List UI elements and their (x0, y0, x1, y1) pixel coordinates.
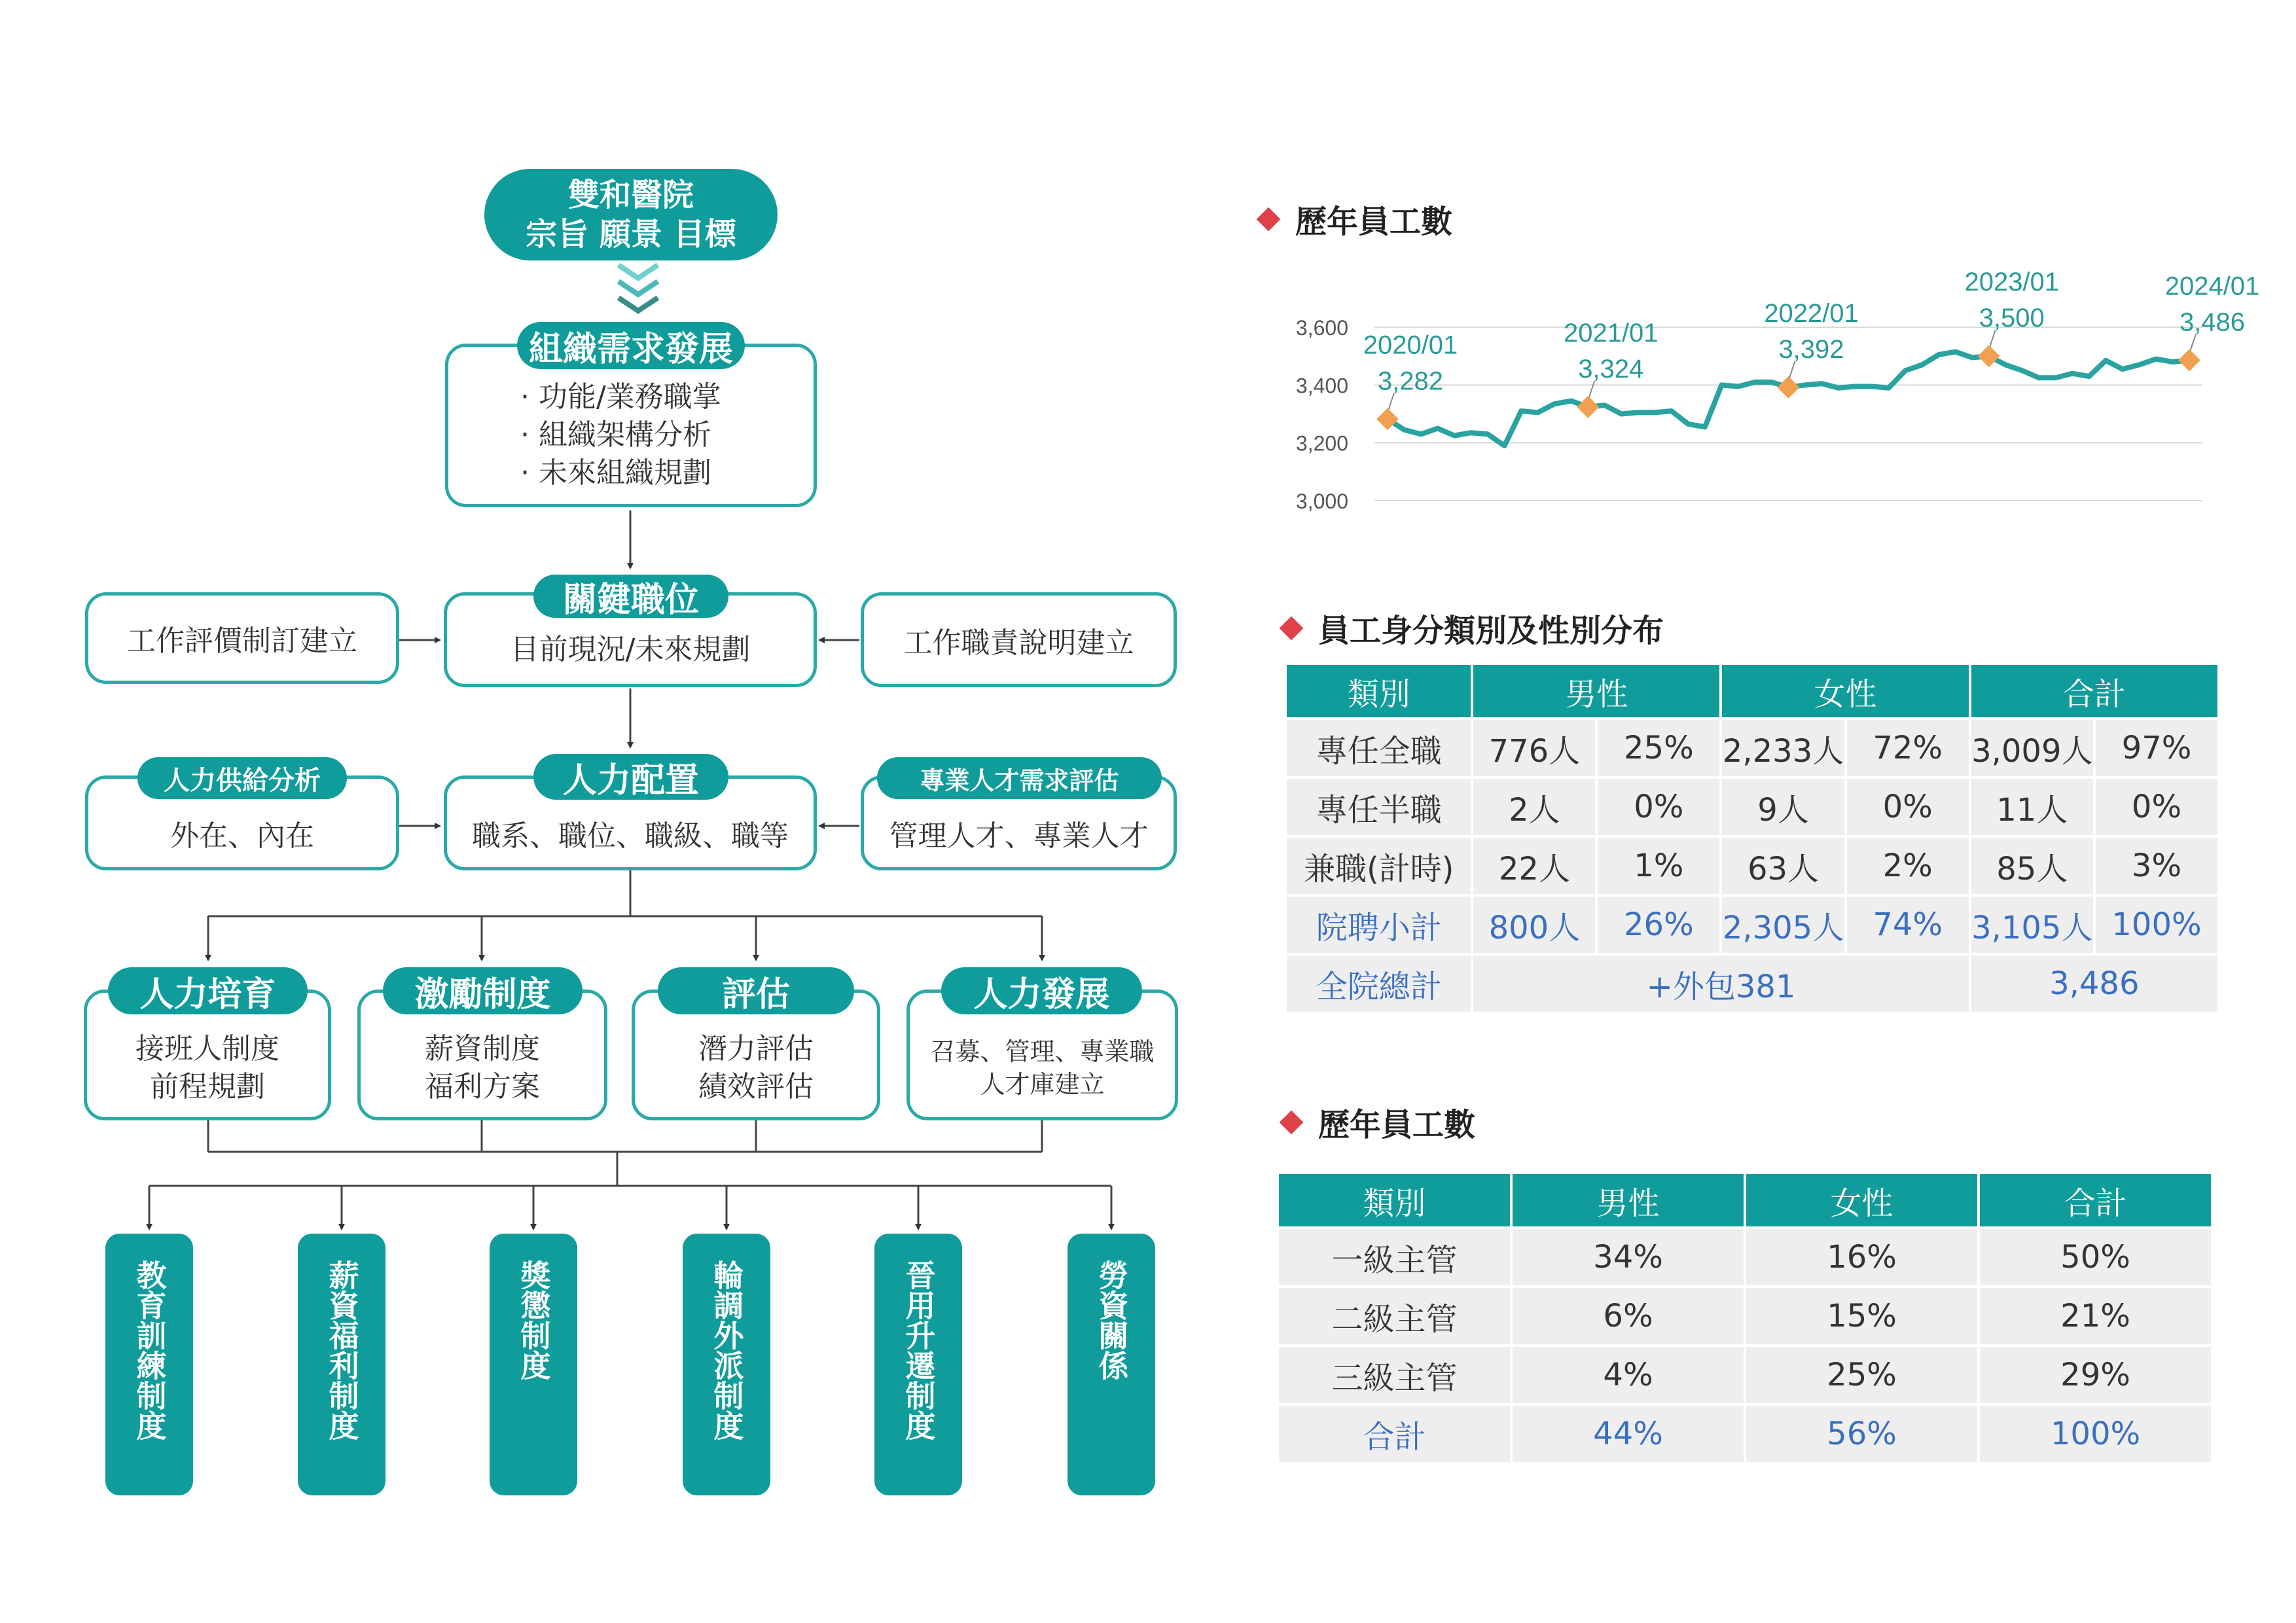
header-male: 男性 (1513, 1174, 1744, 1226)
org-needs-item: · 組織架構分析 (520, 418, 711, 452)
cell: 63人 (1722, 838, 1844, 894)
hospital-name: 雙和醫院 (567, 177, 694, 213)
header-category: 類別 (1279, 1174, 1510, 1226)
header-male: 男性 (1473, 665, 1719, 717)
cell: 100% (1980, 1406, 2211, 1462)
mission-vision-goal-node (484, 169, 778, 260)
cell: 100% (2096, 897, 2217, 953)
annotation-date: 2023/01 (1964, 268, 2060, 297)
supervisor-table (1276, 1171, 2214, 1465)
system-promotion: 晉用升遷制度 (874, 1234, 962, 1495)
annotation-date: 2021/01 (1563, 318, 1659, 348)
cell: 0% (1847, 779, 1969, 835)
annotation-date: 2022/01 (1764, 298, 1859, 328)
section-title-staff-distribution (1283, 605, 1664, 651)
y-tick-label: 3,400 (1295, 374, 1348, 398)
system-rotation: 輪調外派制度 (683, 1234, 770, 1495)
header-total: 合計 (1971, 665, 2217, 717)
cell: 25% (1598, 720, 1719, 776)
row-label: 一級主管 (1279, 1229, 1510, 1285)
cell: 25% (1746, 1347, 1977, 1403)
cell: 3% (2096, 838, 2217, 894)
cell: 56% (1746, 1406, 1977, 1462)
header-female: 女性 (1746, 1174, 1977, 1226)
branch-line: 績效評估 (698, 1070, 814, 1103)
cell: 34% (1513, 1229, 1744, 1285)
annotation-marker (1978, 345, 2000, 367)
cell: 74% (1847, 897, 1969, 953)
supply-analysis-text: 外在、內在 (170, 819, 314, 853)
cell: 15% (1746, 1288, 1977, 1344)
table-row (1287, 720, 2217, 776)
subtotal-row (1287, 897, 2217, 953)
cell: 2人 (1473, 779, 1595, 835)
headcount-series-line (1388, 352, 2189, 446)
job-description-label: 工作職責說明建立 (903, 626, 1134, 660)
section-title-text: 員工身分類別及性別分布 (1318, 613, 1664, 649)
diamond-bullet-icon (1280, 616, 1304, 640)
talent-need-text: 管理人才、專業人才 (889, 819, 1149, 853)
key-position-text: 目前現況/未來規劃 (510, 632, 751, 666)
table-row (1287, 838, 2217, 894)
annotation-date: 2020/01 (1363, 330, 1458, 360)
annotation-marker (2178, 349, 2200, 371)
job-description-box (861, 592, 1177, 687)
table-row (1279, 1347, 2211, 1403)
branch-line: 人才庫建立 (980, 1070, 1105, 1099)
row-label: 專任半職 (1287, 779, 1471, 835)
cell: 0% (1598, 779, 1719, 835)
annotation-marker (1778, 376, 1800, 399)
outsourced-cell: +外包381 (1473, 955, 1968, 1012)
branch-line: 接班人制度 (135, 1032, 279, 1065)
header-female: 女性 (1722, 665, 1968, 717)
diamond-bullet-icon (1257, 207, 1281, 231)
table-row (1279, 1229, 2211, 1285)
branch-tag-development: 人力培育 (108, 967, 308, 1014)
row-label: 合計 (1279, 1406, 1510, 1462)
cell: 21% (1980, 1288, 2211, 1344)
cell: 97% (2096, 720, 2217, 776)
cell: 44% (1513, 1406, 1744, 1462)
cell: 1% (1598, 838, 1719, 894)
grand-total-row (1287, 955, 2217, 1012)
cell: 3,105人 (1971, 897, 2093, 953)
mission-vision-goal-label: 宗旨 願景 目標 (526, 216, 736, 253)
key-position-tag: 關鍵職位 (533, 575, 728, 618)
allocation-tag: 人力配置 (533, 754, 728, 800)
table-header-row (1287, 665, 2217, 717)
cell: 0% (2096, 779, 2217, 835)
header-category: 類別 (1287, 665, 1471, 717)
job-evaluation-box (85, 592, 399, 684)
supply-analysis-tag: 人力供給分析 (137, 757, 347, 799)
y-tick-label: 3,200 (1295, 431, 1348, 455)
section-title-text: 歷年員工數 (1318, 1107, 1476, 1143)
headcount-line-chart (1270, 249, 2260, 524)
cell: 776人 (1473, 720, 1595, 776)
cell: 2,233人 (1722, 720, 1844, 776)
cell: 16% (1746, 1229, 1977, 1285)
cell: 26% (1598, 897, 1719, 953)
branch-line: 福利方案 (425, 1070, 540, 1103)
branch-tag-evaluation: 評估 (658, 967, 854, 1014)
cell: 4% (1513, 1347, 1744, 1403)
cell: 2,305人 (1722, 897, 1844, 953)
annotation-value: 3,486 (2179, 308, 2246, 337)
branch-line: 前程規劃 (150, 1070, 265, 1103)
staff-distribution-table (1284, 662, 2220, 1014)
system-training: 教育訓練制度 (105, 1234, 193, 1495)
branch-tag-incentive: 激勵制度 (383, 967, 583, 1014)
system-labor-relations: 勞資關係 (1067, 1234, 1155, 1495)
cell: 72% (1847, 720, 1969, 776)
cell: 50% (1980, 1229, 2211, 1285)
y-tick-label: 3,600 (1295, 316, 1348, 340)
cell: 3,009人 (1971, 720, 2093, 776)
system-reward-discipline: 獎懲制度 (490, 1234, 577, 1495)
annotation-value: 3,500 (1979, 304, 2045, 333)
row-label: 院聘小計 (1287, 897, 1471, 953)
branch-line: 召募、管理、專業職 (930, 1037, 1155, 1066)
cell: 22人 (1473, 838, 1595, 894)
cell: 9人 (1722, 779, 1844, 835)
annotation-date: 2024/01 (2164, 272, 2260, 301)
branch-tag-hr-development: 人力發展 (941, 967, 1142, 1014)
cell: 29% (1980, 1347, 2211, 1403)
cell: 800人 (1473, 897, 1595, 953)
y-tick-label: 3,000 (1295, 490, 1348, 513)
branch-line: 潛力評估 (698, 1032, 814, 1065)
annotation-value: 3,392 (1778, 334, 1844, 364)
row-label: 專任全職 (1287, 720, 1471, 776)
section-title-headcount-chart (1260, 196, 1452, 241)
talent-need-tag: 專業人才需求評估 (877, 757, 1162, 799)
table-header-row (1279, 1174, 2211, 1226)
branch-line: 薪資制度 (425, 1032, 540, 1065)
annotation-value: 3,282 (1377, 366, 1444, 396)
cell: 85人 (1971, 838, 2093, 894)
row-label: 二級主管 (1279, 1288, 1510, 1344)
grand-total-cell: 3,486 (1971, 955, 2217, 1012)
header-total: 合計 (1980, 1174, 2211, 1226)
table-row (1287, 779, 2217, 835)
row-label: 兼職(計時) (1287, 838, 1471, 894)
allocation-text: 職系、職位、職級、職等 (472, 819, 789, 853)
total-row (1279, 1406, 2211, 1462)
job-evaluation-label: 工作評價制訂建立 (127, 624, 357, 658)
row-label: 全院總計 (1287, 955, 1471, 1012)
table-row (1279, 1288, 2211, 1344)
section-title-text: 歷年員工數 (1295, 204, 1453, 240)
section-title-supervisors (1283, 1099, 1475, 1145)
annotation-marker (1577, 396, 1599, 418)
org-needs-item: · 功能/業務職掌 (520, 380, 721, 414)
row-label: 三級主管 (1279, 1347, 1510, 1403)
system-compensation: 薪資福利制度 (298, 1234, 386, 1495)
cell: 6% (1513, 1288, 1744, 1344)
org-needs-item: · 未來組織規劃 (520, 456, 711, 490)
cell: 2% (1847, 838, 1969, 894)
annotation-value: 3,324 (1578, 354, 1644, 383)
cell: 11人 (1971, 779, 2093, 835)
org-needs-tag: 組織需求發展 (517, 322, 745, 369)
diamond-bullet-icon (1280, 1110, 1304, 1134)
